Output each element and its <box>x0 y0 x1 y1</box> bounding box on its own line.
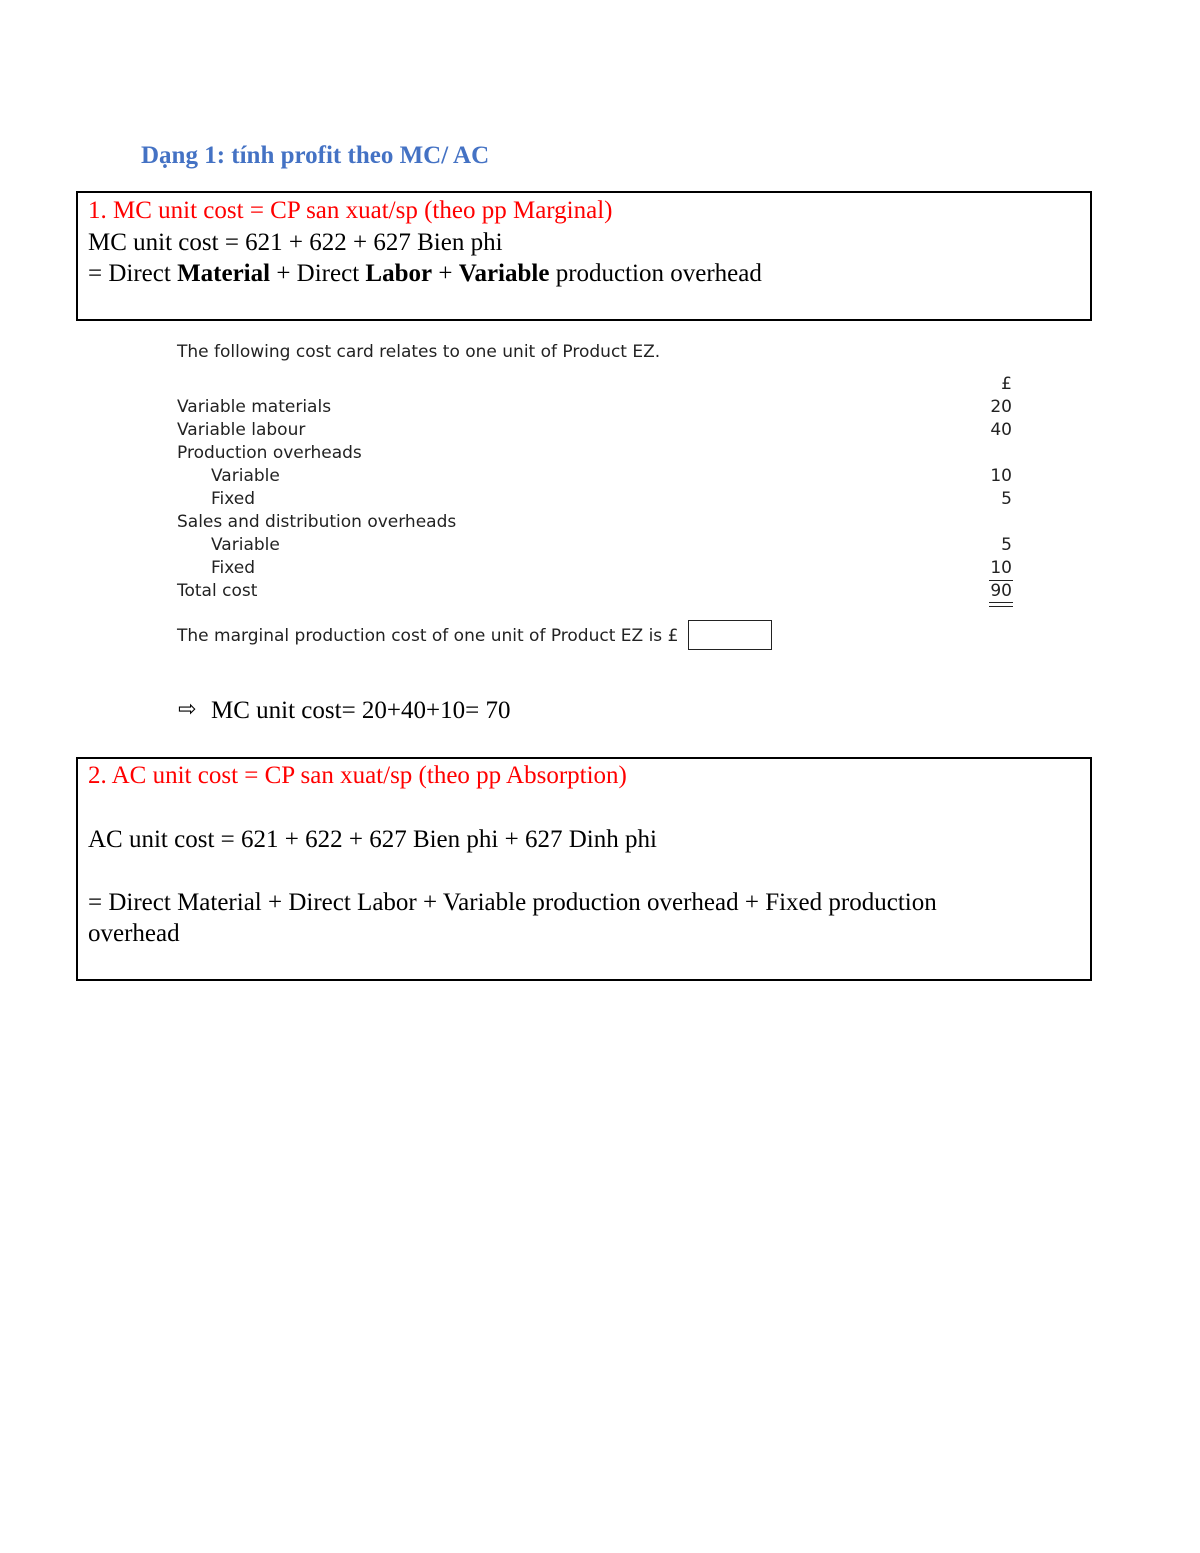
row-label-production-overheads: Production overheads <box>177 443 362 463</box>
row-value-prod-fixed: 5 <box>1001 489 1012 509</box>
row-value-prod-variable: 10 <box>990 466 1012 486</box>
answer-box <box>688 620 772 650</box>
row-value-sales-fixed: 10 <box>990 558 1012 578</box>
row-label-prod-variable: Variable <box>211 466 280 486</box>
mc-expansion <box>88 259 762 289</box>
mc-conclusion: MC unit cost= 20+40+10= 70 <box>211 697 511 724</box>
row-label-variable-labour: Variable labour <box>177 420 306 440</box>
row-label-total-cost: Total cost <box>177 581 258 601</box>
mc-expansion-tail: production overhead <box>549 260 762 287</box>
mc-expansion-material: Material <box>177 260 271 287</box>
mc-definition-box <box>76 191 1092 321</box>
ac-formula: AC unit cost = 621 + 622 + 627 Bien phi + 627 Dinh phi <box>88 826 657 853</box>
row-value-variable-materials: 20 <box>990 397 1012 417</box>
mc-expansion-plus2: + <box>432 260 459 287</box>
total-rule-2 <box>989 606 1013 607</box>
right-arrow-icon: ⇨ <box>178 697 197 722</box>
cost-card-intro: The following cost card relates to one unit of Product EZ. <box>177 342 661 362</box>
mc-formula: MC unit cost = 621 + 622 + 627 Bien phi <box>88 229 503 256</box>
mc-expansion-eq: = Direct <box>88 260 178 287</box>
row-label-sales-distribution: Sales and distribution overheads <box>177 512 457 532</box>
row-value-sales-variable: 5 <box>1001 535 1012 555</box>
total-rule-1 <box>989 602 1013 603</box>
row-value-variable-labour: 40 <box>990 420 1012 440</box>
mc-expansion-labor: Labor <box>365 260 433 287</box>
row-label-variable-materials: Variable materials <box>177 397 332 417</box>
page-heading: Dạng 1: tính profit theo MC/ AC <box>141 142 490 169</box>
mc-expansion-plus1: + Direct <box>270 260 366 287</box>
row-value-total-cost: 90 <box>990 581 1012 601</box>
row-label-sales-variable: Variable <box>211 535 280 555</box>
row-label-sales-fixed: Fixed <box>211 558 256 578</box>
row-label-prod-fixed: Fixed <box>211 489 256 509</box>
currency-header: £ <box>1001 374 1012 394</box>
ac-definition-box <box>76 757 1092 981</box>
mc-expansion-variable: Variable <box>458 260 550 287</box>
mc-box-title: 1. MC unit cost = CP san xuat/sp (theo pp Marginal) <box>88 197 613 224</box>
ac-expansion-line2: overhead <box>88 920 180 947</box>
ac-box-title: 2. AC unit cost = CP san xuat/sp (theo pp Absorption) <box>88 762 627 789</box>
cost-card-question: The marginal production cost of one unit of Product EZ is £ <box>177 626 679 646</box>
ac-expansion-line1: = Direct Material + Direct Labor + Variable production overhead + Fixed production <box>88 889 937 916</box>
